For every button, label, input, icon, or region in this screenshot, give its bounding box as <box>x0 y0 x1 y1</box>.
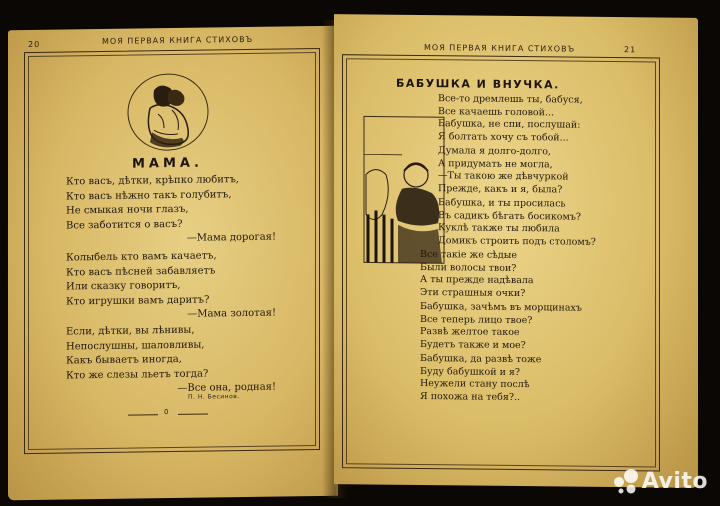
left-page-ornament <box>128 410 208 419</box>
poem-line: —Мама золотая! <box>187 307 276 320</box>
mother-child-illustration <box>124 69 212 152</box>
poem-line: Непослушны, шаловливы, <box>66 339 205 352</box>
poem-line: А ты прежде надѣвала <box>420 273 534 287</box>
poem-line: Бабушка, не спи, послушай: <box>438 118 581 131</box>
avito-logo-icon <box>612 468 642 494</box>
poem-line: Если, дѣтки, вы лѣнивы, <box>66 324 195 338</box>
poem-line: Неужели стану послѣ <box>420 377 530 391</box>
poem-line: Не смыкая ночи глазъ, <box>66 203 189 217</box>
right-stanza-4 <box>420 249 640 301</box>
poem-line: Все-то дремлешь ты, бабуся, <box>438 93 583 106</box>
grandmother-granddaughter-illustration <box>362 114 446 265</box>
left-poem-title: МАМА. <box>132 155 203 172</box>
left-page <box>8 26 338 501</box>
poem-line: Все такіе же сѣдые <box>420 248 517 262</box>
left-stanza-1 <box>66 173 276 248</box>
poem-line: Буду бабушкой и я? <box>420 365 521 378</box>
poem-line: А придумать не могла, <box>438 157 553 170</box>
poem-line: Бабушка, да развѣ тоже <box>420 352 542 366</box>
avito-watermark: Avito <box>641 469 708 494</box>
poem-line: Колыбель кто вамъ качаетъ, <box>66 250 217 264</box>
left-stanza-3 <box>66 323 276 398</box>
right-stanza-2 <box>438 145 658 197</box>
right-stanza-5 <box>420 301 640 353</box>
right-poem-title: БАБУШКА И ВНУЧКА. <box>396 76 560 92</box>
poem-line: Кто васъ нѣжно такъ голубитъ, <box>66 188 232 202</box>
left-page-number: 20 <box>28 39 41 50</box>
poem-line: Развѣ желтое такое <box>420 325 520 339</box>
right-stanza-1 <box>438 93 658 145</box>
poem-line: —Все она, родная! <box>177 381 276 394</box>
poem-line: Все качаешь головой... <box>438 105 555 118</box>
right-running-head: МОЯ ПЕРВАЯ КНИГА СТИХОВЪ <box>424 43 576 54</box>
poem-line: Я болтать хочу съ тобой... <box>438 130 569 144</box>
poem-line: Кто игрушки вамъ даритъ? <box>66 293 210 307</box>
poem-line: —Мама дорогая! <box>186 231 276 244</box>
poem-line: —Ты такою же дѣвчуркой <box>438 170 569 183</box>
right-stanza-6 <box>420 353 640 405</box>
poem-line: Бабушка, зачѣмъ въ морщинахъ <box>420 300 582 314</box>
poem-line: Кто васъ пѣсней забавляетъ <box>66 264 216 278</box>
poem-line: Домикъ строить подъ столомъ? <box>438 234 596 248</box>
right-stanza-3 <box>438 197 658 249</box>
left-stanza-2 <box>66 249 276 324</box>
ornament-mark: 0 <box>164 408 169 417</box>
poem-line: Будетъ также и мое? <box>420 338 526 351</box>
poem-line: Куклѣ также ты любила <box>438 222 560 235</box>
poem-line: Были волосы твои? <box>420 261 517 274</box>
poem-line: Все заботится о васъ? <box>66 218 183 231</box>
poem-line: Эти страшныя очки? <box>420 286 526 299</box>
poem-line: Кто васъ, дѣтки, крѣпко любитъ, <box>66 174 239 188</box>
poem-line: Въ садикъ бѣгать босикомъ? <box>438 209 582 223</box>
poem-line: Прежде, какъ и я, была? <box>438 182 563 195</box>
poem-line: Или сказку говоритъ, <box>66 279 181 293</box>
poem-line: Все теперь лицо твое? <box>420 313 533 326</box>
poem-line: Кто же слезы льетъ тогда? <box>66 368 209 381</box>
poem-line: Я похожа на тебя?.. <box>420 390 520 403</box>
right-page <box>334 14 698 488</box>
poem-line: Думала я долго-долго, <box>438 145 551 158</box>
poem-line: Бабушка, и ты просилась <box>438 197 566 210</box>
left-poem-author: П. Н. Бесинов. <box>188 393 240 401</box>
poem-line: Какъ бываетъ иногда, <box>66 353 182 367</box>
left-running-head: МОЯ ПЕРВАЯ КНИГА СТИХОВЪ <box>102 34 254 46</box>
right-page-number: 21 <box>624 45 637 55</box>
